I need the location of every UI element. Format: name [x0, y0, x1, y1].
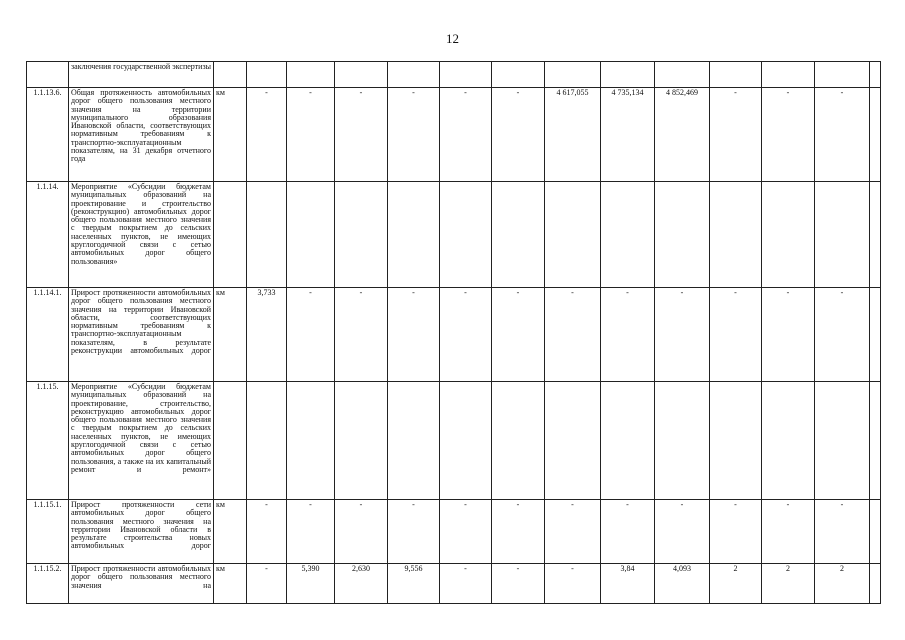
row-code: 1.1.15.2.	[27, 564, 69, 604]
row-value	[545, 62, 601, 88]
row-code: 1.1.14.	[27, 182, 69, 288]
row-value	[870, 288, 881, 382]
row-value: -	[440, 500, 492, 564]
row-value: 4,093	[655, 564, 710, 604]
row-unit	[214, 62, 247, 88]
row-value	[335, 182, 388, 288]
row-value	[762, 382, 815, 500]
row-value: -	[815, 500, 870, 564]
row-value	[440, 382, 492, 500]
row-value	[815, 62, 870, 88]
row-value	[335, 382, 388, 500]
row-unit	[214, 382, 247, 500]
row-value	[388, 62, 440, 88]
row-code	[27, 62, 69, 88]
row-value: 9,556	[388, 564, 440, 604]
row-value: -	[710, 500, 762, 564]
row-value	[601, 182, 655, 288]
row-value	[440, 182, 492, 288]
row-value: -	[710, 288, 762, 382]
row-value	[655, 62, 710, 88]
row-value: -	[388, 500, 440, 564]
row-value	[287, 382, 335, 500]
row-value: 2,630	[335, 564, 388, 604]
row-value: -	[335, 288, 388, 382]
row-value	[815, 182, 870, 288]
row-value: -	[287, 500, 335, 564]
row-value: -	[545, 564, 601, 604]
row-unit	[214, 182, 247, 288]
row-value	[388, 182, 440, 288]
row-value	[655, 382, 710, 500]
row-value	[870, 88, 881, 182]
row-value: -	[655, 288, 710, 382]
row-value: -	[710, 88, 762, 182]
row-name: Прирост протяженности сети автомобильных дорог общего пользования местного значения на территории Ивановской области в результате строительства новых автомобильных дорог	[69, 500, 214, 564]
table-row	[27, 382, 881, 500]
row-value	[815, 382, 870, 500]
row-value	[545, 182, 601, 288]
page-number: 12	[446, 31, 459, 46]
row-value: -	[815, 88, 870, 182]
row-value	[655, 182, 710, 288]
row-value: 3,84	[601, 564, 655, 604]
row-value: -	[247, 564, 287, 604]
row-value	[870, 182, 881, 288]
row-value: -	[655, 500, 710, 564]
row-value	[247, 182, 287, 288]
row-value: -	[815, 288, 870, 382]
row-value: 4 617,055	[545, 88, 601, 182]
row-value: -	[287, 288, 335, 382]
row-value: 3,733	[247, 288, 287, 382]
row-unit: км	[214, 288, 247, 382]
row-value: -	[762, 288, 815, 382]
row-value: -	[545, 500, 601, 564]
row-value: -	[492, 88, 545, 182]
row-value: 2	[710, 564, 762, 604]
row-unit: км	[214, 564, 247, 604]
row-value	[710, 382, 762, 500]
indicators-table	[26, 61, 881, 604]
row-value: -	[388, 288, 440, 382]
row-value: 5,390	[287, 564, 335, 604]
row-name: Прирост протяженности автомобильных дорог общего пользования местного значения на	[69, 564, 214, 604]
row-value: -	[388, 88, 440, 182]
row-value	[710, 62, 762, 88]
row-value	[710, 182, 762, 288]
row-code: 1.1.15.1.	[27, 500, 69, 564]
row-code: 1.1.13.6.	[27, 88, 69, 182]
row-value: -	[762, 500, 815, 564]
row-unit: км	[214, 500, 247, 564]
row-value: -	[492, 564, 545, 604]
row-value: -	[247, 500, 287, 564]
row-value: 2	[762, 564, 815, 604]
row-value: -	[492, 500, 545, 564]
table-row	[27, 288, 881, 382]
row-name: заключения государственной экспертизы	[69, 62, 214, 88]
row-value	[440, 62, 492, 88]
row-value	[870, 62, 881, 88]
row-value	[247, 382, 287, 500]
row-value	[388, 382, 440, 500]
table-row	[27, 182, 881, 288]
row-value	[870, 500, 881, 564]
row-value: -	[601, 288, 655, 382]
row-value	[247, 62, 287, 88]
row-value: 4 735,134	[601, 88, 655, 182]
row-value	[601, 382, 655, 500]
row-value: -	[601, 500, 655, 564]
row-value	[870, 564, 881, 604]
row-value: -	[492, 288, 545, 382]
row-value: -	[440, 88, 492, 182]
row-value: 2	[815, 564, 870, 604]
row-value: -	[335, 500, 388, 564]
row-value: -	[335, 88, 388, 182]
row-value	[287, 62, 335, 88]
row-value	[335, 62, 388, 88]
row-value	[287, 182, 335, 288]
row-code: 1.1.15.	[27, 382, 69, 500]
row-value: 4 852,469	[655, 88, 710, 182]
row-value: -	[287, 88, 335, 182]
row-code: 1.1.14.1.	[27, 288, 69, 382]
row-unit: км	[214, 88, 247, 182]
row-value: -	[440, 288, 492, 382]
row-value	[545, 382, 601, 500]
row-name: Мероприятие «Субсидии бюджетам муниципальных образований на проектирование и строительство (реконструкцию) автомобильных дорог общего пользования местного значения с твердым покрытием до сельских населенных пунктов, не имеющих круглогодичной связи с сетью автомобильных дорог общего пользования»	[69, 182, 214, 288]
row-value	[492, 382, 545, 500]
row-value	[762, 62, 815, 88]
row-name: Прирост протяженности автомобильных дорог общего пользования местного значения на территории Ивановской области, соответствующих нормативным требованиям к транспортно-эксплуатационным показателям, в результате реконструкции автомобильных дорог	[69, 288, 214, 382]
table-row	[27, 88, 881, 182]
row-name: Общая протяженность автомобильных дорог общего пользования местного значения на территории муниципального образования Ивановской области, соответствующих нормативным требованиям к транспортно-эксплуатационным показателям, на 31 декабря отчетного года	[69, 88, 214, 182]
row-value	[492, 182, 545, 288]
row-value	[492, 62, 545, 88]
row-value: -	[545, 288, 601, 382]
row-value	[870, 382, 881, 500]
table-row	[27, 500, 881, 564]
row-name: Мероприятие «Субсидии бюджетам муниципальных образований на проектирование, строительство, реконструкцию автомобильных дорог общего пользования местного значения с твердым покрытием до сельских населенных пунктов, не имеющих круглогодичной связи с сетью автомобильных дорог общего пользования, а также на их капитальный ремонт и ремонт»	[69, 382, 214, 500]
row-value: -	[440, 564, 492, 604]
row-value	[601, 62, 655, 88]
row-value: -	[762, 88, 815, 182]
row-value	[762, 182, 815, 288]
table-row	[27, 564, 881, 604]
row-value: -	[247, 88, 287, 182]
table-row	[27, 62, 881, 88]
